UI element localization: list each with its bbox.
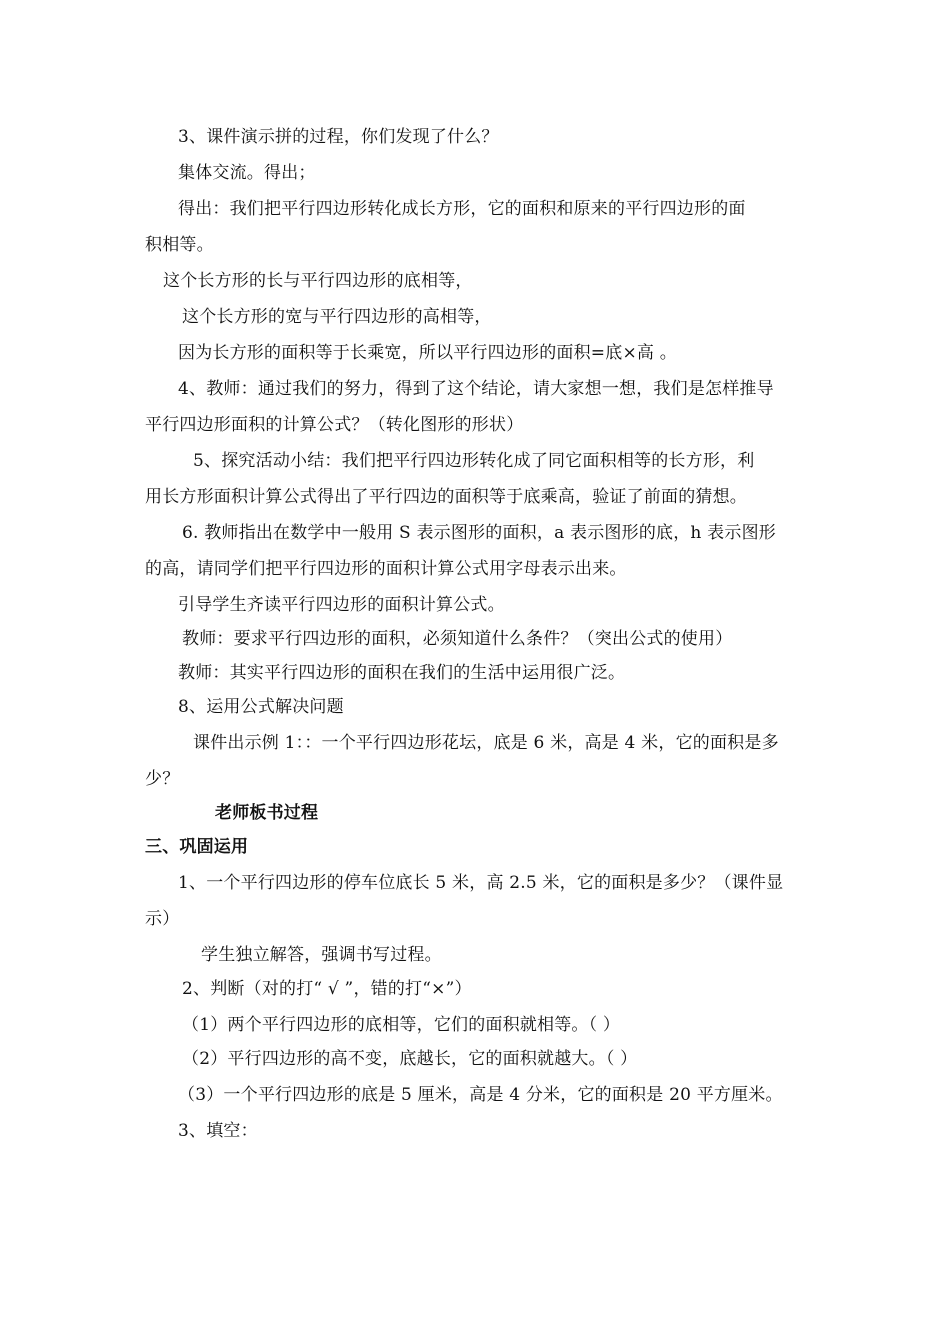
paragraph-line: 课件出示例 1：：一个平行四边形花坛，底是 6 米，高是 4 米，它的面积是多 [193,733,779,753]
paragraph-line: 这个长方形的宽与平行四边形的高相等， [182,307,492,327]
paragraph-line: 8、运用公式解决问题 [178,697,344,717]
paragraph-line: 5、探究活动小结：我们把平行四边形转化成了同它面积相等的长方形，利 [193,451,755,471]
paragraph-line: 的高，请同学们把平行四边形的面积计算公式用字母表示出来。 [145,559,627,579]
paragraph-line: 因为长方形的面积等于长乘宽，所以平行四边形的面积=底×高 。 [178,343,677,363]
paragraph-line: 3、填空： [178,1121,258,1141]
paragraph-line: （1）两个平行四边形的底相等，它们的面积就相等。（ ） [182,1015,621,1035]
paragraph-line: 少？ [145,769,180,789]
paragraph-line: 学生独立解答，强调书写过程。 [201,945,442,965]
paragraph-line: 4、教师：通过我们的努力，得到了这个结论，请大家想一想，我们是怎样推导 [178,379,774,399]
section-heading: 三、巩固运用 [145,837,249,857]
paragraph-line: 6. 教师指出在数学中一般用 S 表示图形的面积，a 表示图形的底，h 表示图形 [182,523,776,543]
paragraph-line: 1、一个平行四边形的停车位底长 5 米，高 2.5 米，它的面积是多少？（课件显 [178,873,784,893]
paragraph-line: 得出：我们把平行四边形转化成长方形，它的面积和原来的平行四边形的面 [178,199,746,219]
paragraph-line: 平行四边形面积的计算公式？（转化图形的形状） [145,415,524,435]
paragraph-line: 积相等。 [145,235,214,255]
paragraph-line: （2）平行四边形的高不变，底越长，它的面积就越大。（ ） [182,1049,638,1069]
paragraph-line: 集体交流。得出； [178,163,316,183]
paragraph-line: 2、判断（对的打“ √ ”，错的打“×”） [182,979,472,999]
paragraph-line: 引导学生齐读平行四边形的面积计算公式。 [178,595,505,615]
paragraph-line: 这个长方形的长与平行四边形的底相等， [163,271,473,291]
paragraph-line: 教师：其实平行四边形的面积在我们的生活中运用很广泛。 [178,663,626,683]
paragraph-line: 示） [145,909,180,929]
paragraph-line: 用长方形面积计算公式得出了平行四边的面积等于底乘高，验证了前面的猜想。 [145,487,747,507]
paragraph-line: 3、课件演示拼的过程，你们发现了什么？ [178,127,499,147]
section-subheading: 老师板书过程 [215,803,319,823]
paragraph-line: 教师：要求平行四边形的面积，必须知道什么条件？（突出公式的使用） [182,629,733,649]
paragraph-line: （3）一个平行四边形的底是 5 厘米，高是 4 分米，它的面积是 20 平方厘米。 [178,1085,783,1105]
